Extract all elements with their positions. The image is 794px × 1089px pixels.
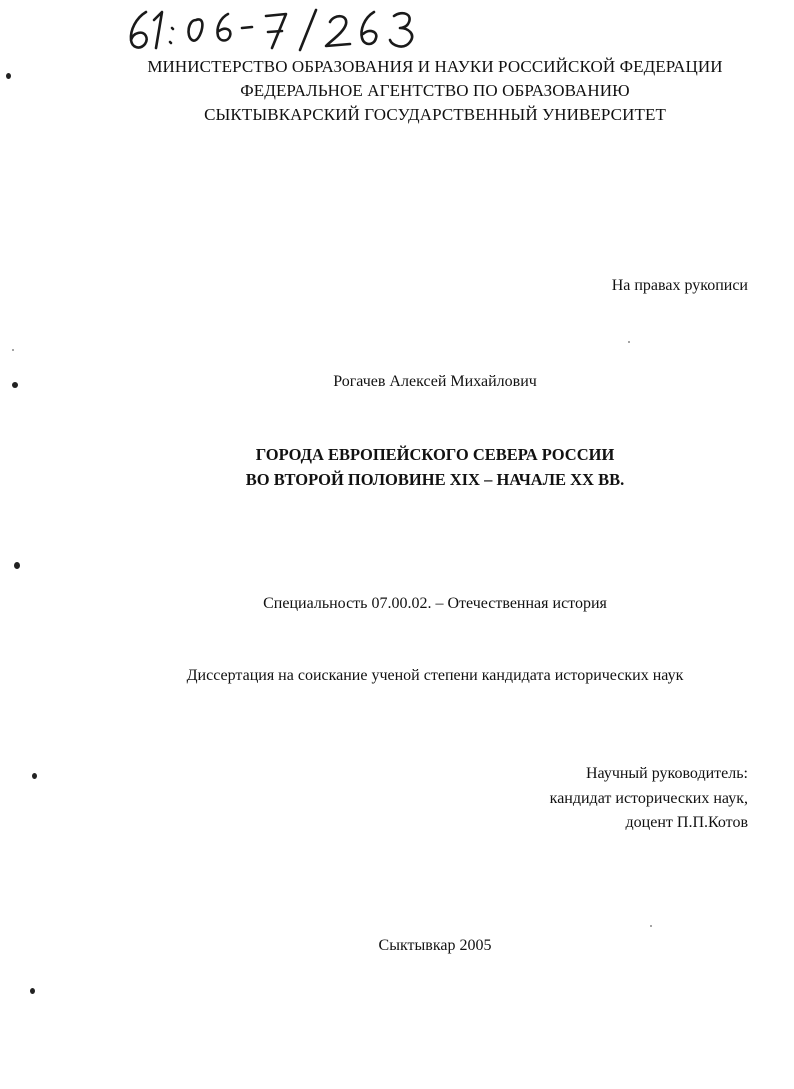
supervisor-degree: кандидат исторических наук,: [549, 790, 748, 807]
supervisor-name: доцент П.П.Котов: [625, 814, 748, 831]
dissertation-title-line-2: ВО ВТОРОЙ ПОЛОВИНЕ XIX – НАЧАЛЕ XX ВВ.: [245, 470, 625, 489]
institution-university: СЫКТЫВКАРСКИЙ ГОСУДАРСТВЕННЫЙ УНИВЕРСИТЕТ: [204, 105, 666, 124]
rights-note: На правах рукописи: [611, 277, 748, 294]
institution-ministry: МИНИСТЕРСТВО ОБРАЗОВАНИЯ И НАУКИ РОССИЙСКОЙ ФЕДЕРАЦИИ: [147, 57, 723, 76]
scan-speck: [628, 341, 630, 343]
dissertation-title-line-1: ГОРОДА ЕВРОПЕЙСКОГО СЕВЕРА РОССИИ: [255, 445, 615, 464]
supervisor-heading: Научный руководитель:: [585, 765, 748, 782]
author-name: Рогачев Алексей Михайлович: [333, 373, 537, 390]
scan-dot: [14, 562, 20, 569]
scan-speck: [12, 349, 14, 351]
handwritten-shelf-mark: [116, 6, 426, 54]
scan-speck: [650, 925, 652, 927]
institution-agency: ФЕДЕРАЛЬНОЕ АГЕНТСТВО ПО ОБРАЗОВАНИЮ: [240, 81, 630, 100]
place-year: Сыктывкар 2005: [378, 937, 492, 954]
degree-statement: Диссертация на соискание ученой степени кандидата исторических наук: [186, 667, 684, 684]
scan-dot: [32, 773, 37, 779]
scan-dot: [30, 988, 35, 994]
specialty: Специальность 07.00.02. – Отечественная история: [263, 595, 607, 612]
